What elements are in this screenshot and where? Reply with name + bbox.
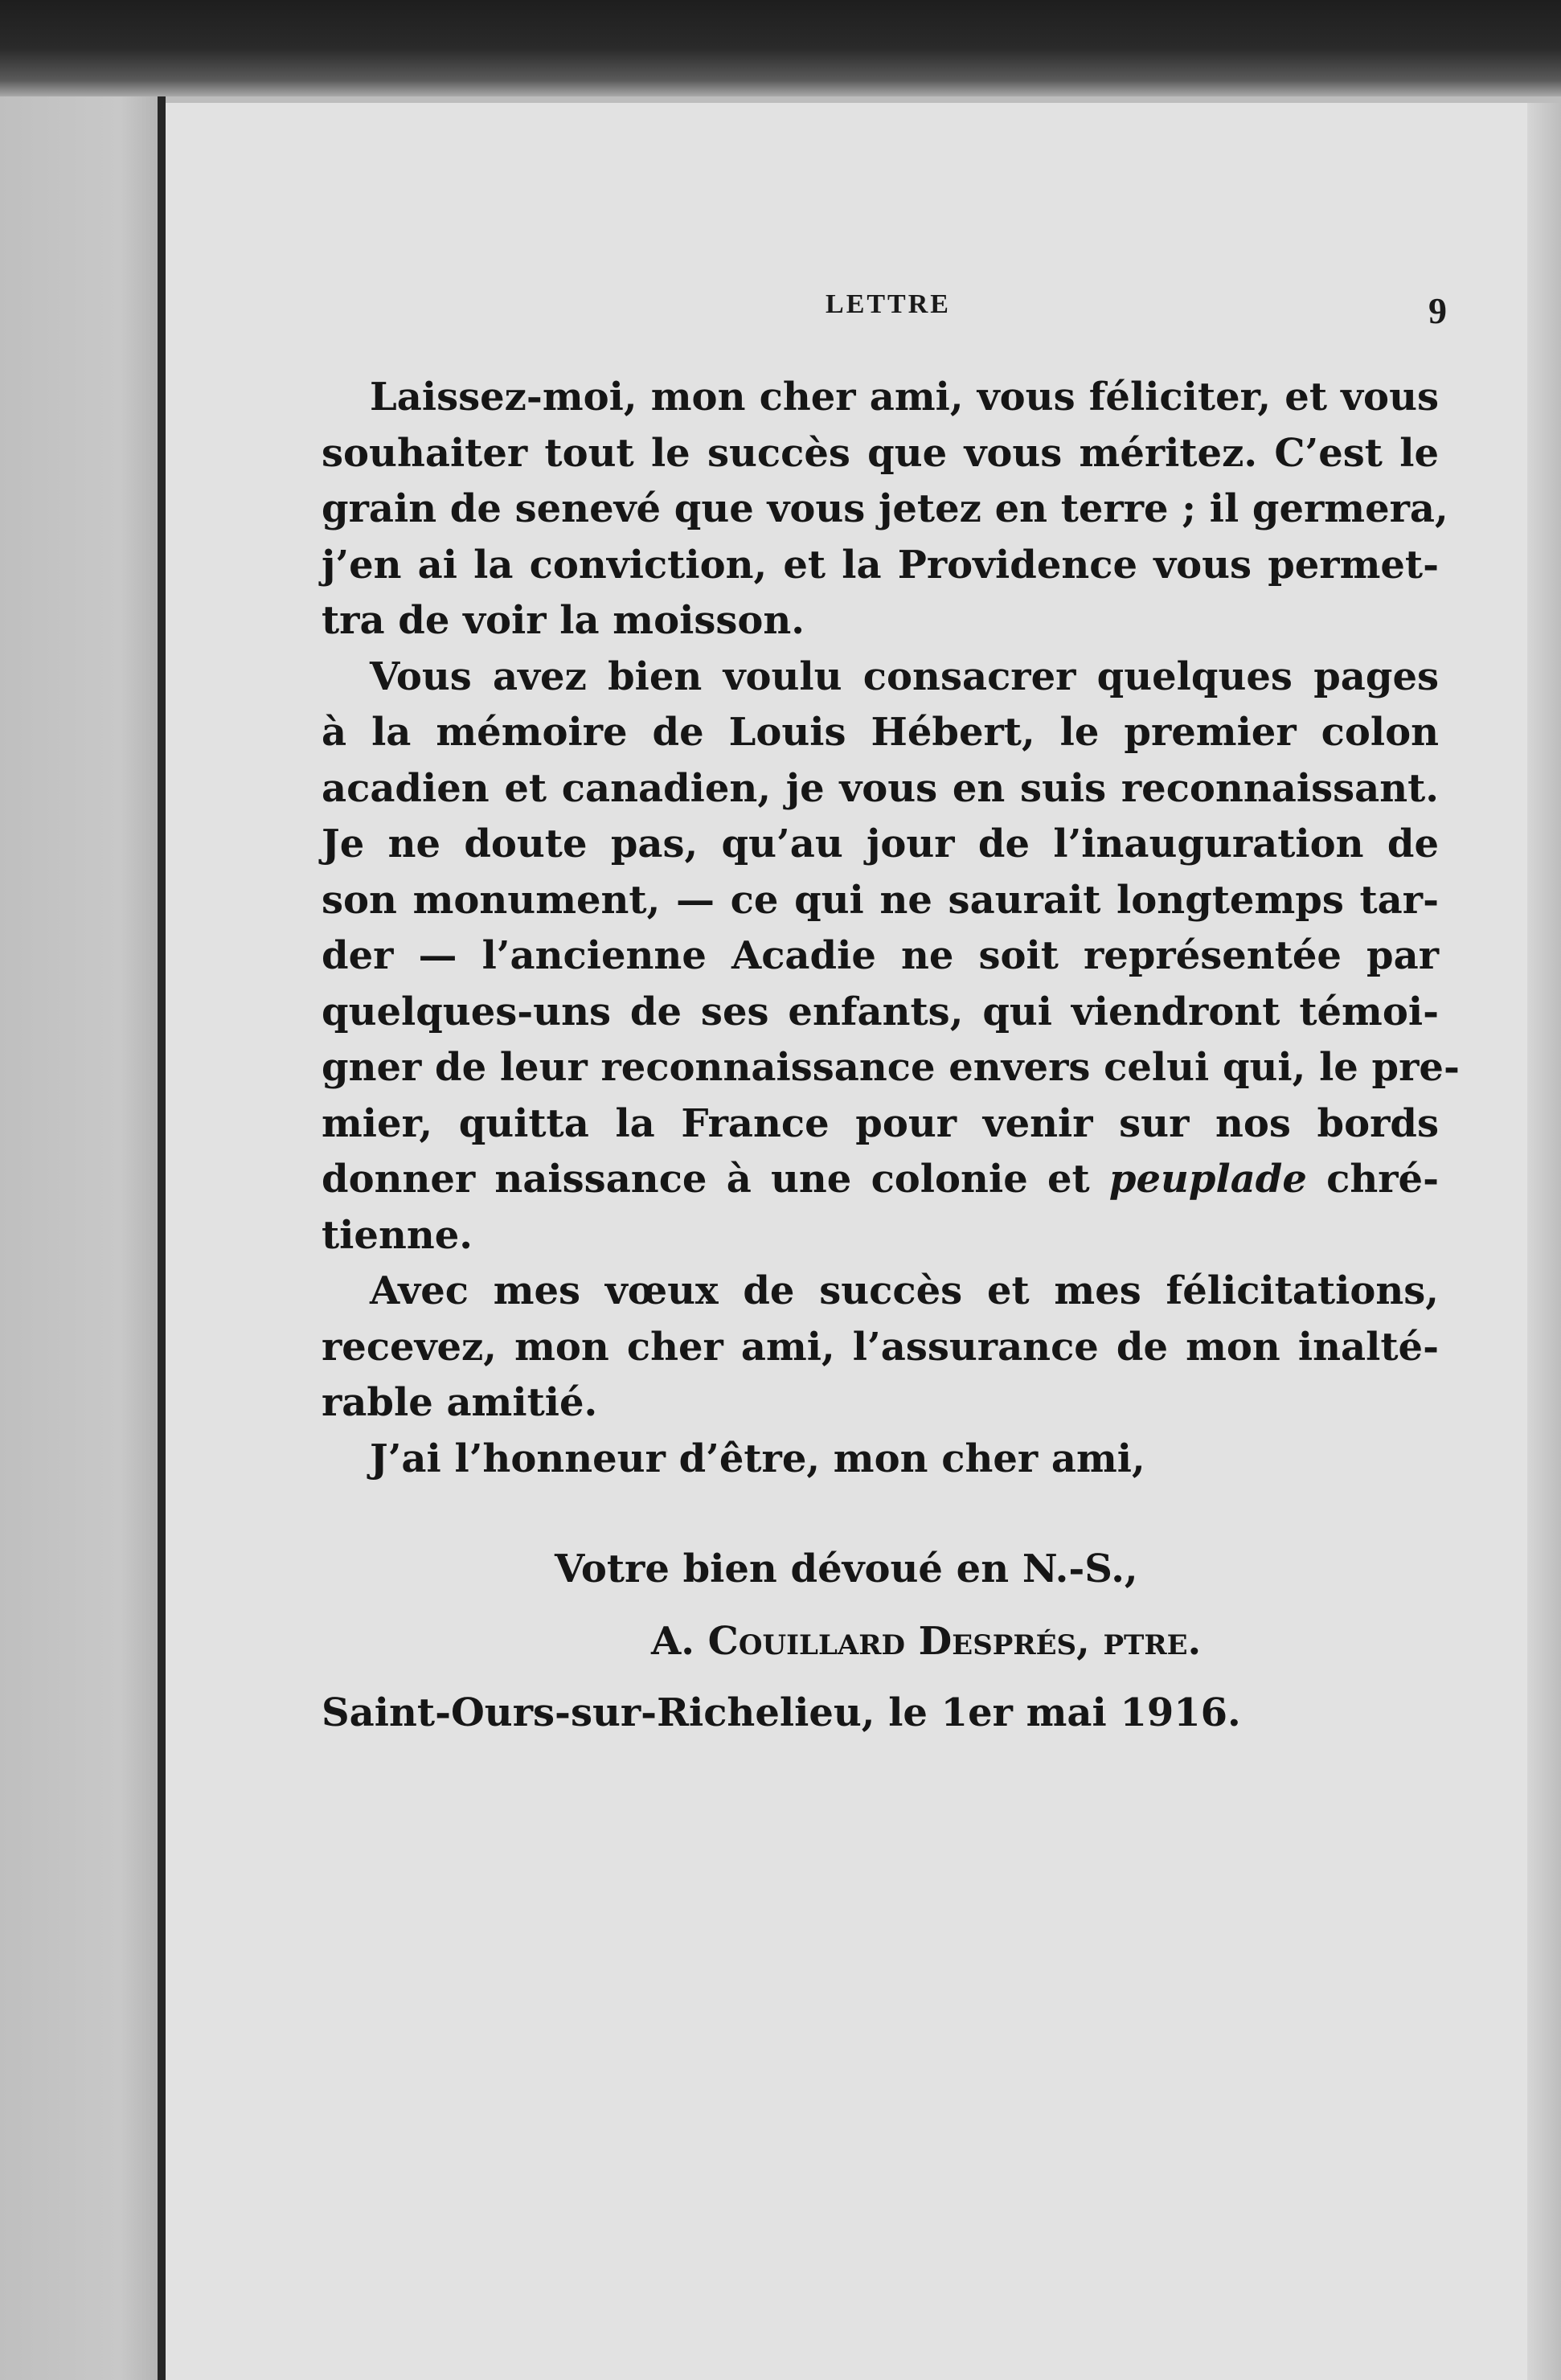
page-number: 9 [1428,290,1447,331]
text-segment: donner naissance à une colonie et [322,1157,1090,1202]
text-line: recevez, mon cher ami, l’assurance de mon inalté- [322,1324,1439,1370]
spacer [322,1487,1439,1542]
text-line: tra de voir la moisson. [322,598,805,643]
text-line: quelques-uns de ses enfants, qui viendront témoi- [322,989,1439,1034]
text-line: son monument, — ce qui ne saurait longtemps tar- [322,877,1439,923]
text-line: mier, quitta la France pour venir sur nos bords [322,1100,1439,1146]
closing-formula: Votre bien dévoué en N.-S., [555,1546,1138,1591]
text-line: rable amitié. [322,1380,598,1425]
facing-page-margin [0,96,158,2380]
book-spine [158,96,166,2380]
spacer [322,1669,1439,1686]
text-segment: chré- [1326,1157,1440,1202]
text-line: à la mémoire de Louis Hébert, le premier colon [322,710,1439,755]
text-line: gner de leur reconnaissance envers celui qui, le pre- [322,1045,1460,1090]
text-line: Laissez-moi, mon cher ami, vous féliciter, et vous [370,375,1439,420]
text-line: grain de senevé que vous jetez en terre ; il germera, [322,486,1448,531]
text-line: Je ne doute pas, qu’au jour de l’inauguration de [322,821,1439,866]
scan-top-shadow [0,0,1561,96]
signature: A. Couillard Després, ptre. [651,1618,1202,1664]
text-line: der — l’ancienne Acadie ne soit représentée par [322,933,1439,978]
text-line-mixed [322,1152,1439,1208]
running-title: LETTRE [826,289,951,319]
text-line: Vous avez bien voulu consacrer quelques pages [370,653,1439,699]
italic-word: peuplade [1108,1157,1307,1202]
letter-body [322,370,1460,1742]
spacer [322,1598,1439,1614]
text-line: J’ai l’honneur d’être, mon cher ami, [370,1436,1145,1481]
text-line: tienne. [322,1212,473,1258]
place-date: Saint-Ours-sur-Richelieu, le 1er mai 1916. [322,1690,1241,1735]
text-line: j’en ai la conviction, et la Providence vous permet- [322,542,1439,588]
text-line: acadien et canadien, je vous en suis reconnaissant. [322,765,1439,811]
text-line: Avec mes vœux de succès et mes félicitations, [370,1268,1439,1313]
page-right-edge [1527,103,1561,2380]
text-line: souhaiter tout le succès que vous méritez. C’est le [322,430,1439,476]
